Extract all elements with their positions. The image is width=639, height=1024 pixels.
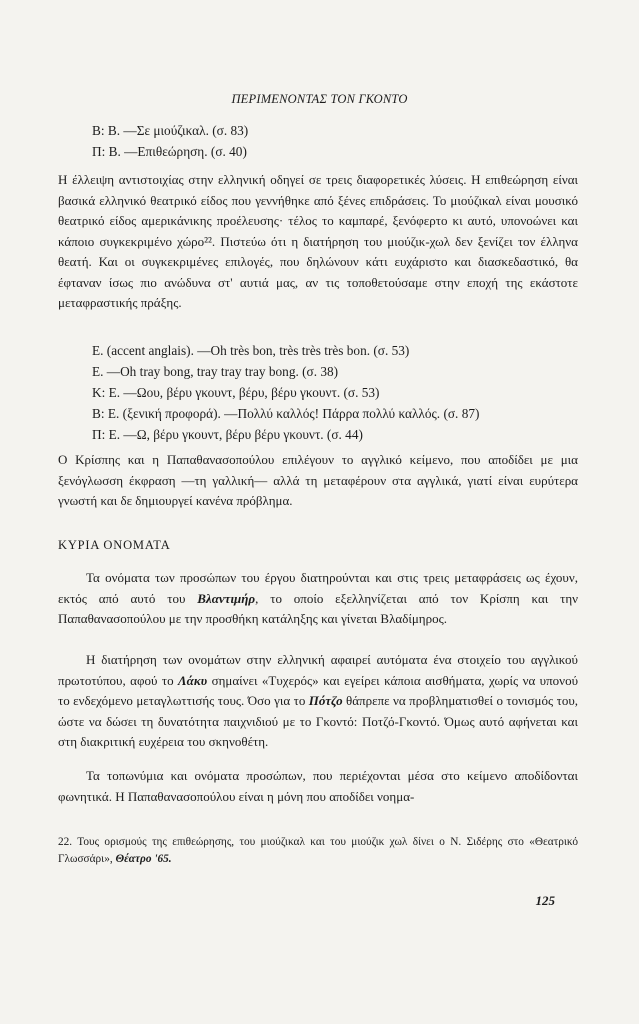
- paragraph-3: [58, 568, 578, 630]
- text-run: Η διατήρηση των ονομάτων στην ελληνική αφαιρεί αυτόματα ένα στοιχείο του αγγλικού πρωτοτύπου, αφού το: [58, 652, 578, 688]
- footnote-text: 22. Τους ορισμούς της επιθεώρησης, του μιούζικαλ και του μιούζικ χωλ δίνει ο Ν. Σιδέρης στο «Θεατρικό Γλωσσάρι»,: [58, 836, 578, 865]
- paragraph-4: [58, 650, 578, 753]
- text-run: , το οποίο εξελληνίζεται από τον Κρίσπη και την Παπαθανασοπούλου με την προσθήκη κατάληξης και γίνεται Βλαδίμηρος.: [58, 590, 579, 626]
- footnote: [58, 834, 578, 868]
- footnote-source: Θέατρο '65.: [115, 853, 172, 865]
- paragraph-5: [58, 766, 578, 807]
- paragraph-text: Ο Κρίσπης και η Παπαθανασοπούλου επιλέγουν το αγγλικό κείμενο, που αποδίδει με μια ξενόγλωσση έκφραση —τη γαλλική— αλλά τη μεταφέρουν στα αγγλικά, γιατί είναι ευρύτερα γνωστή και δε δημιουργεί κανένα πρόβλημα.: [58, 452, 578, 508]
- text-run: σημαίνει «Τυχερός» και εγείρει κάποια αισθήματα, χωρίς να υπονού το ενδεχόμενο μεταγλωττισής τους. Όσο για το: [58, 672, 578, 708]
- quote-line: Ε. —Oh tray bong, tray tray tray bong. (σ. 38): [92, 364, 339, 379]
- emphasis-name: Βλαντιμήρ: [197, 590, 256, 606]
- paragraph-text: [58, 568, 578, 630]
- quote-line: Β: Ε. (ξενική προφορά). —Πολλύ καλλός! Πάρρα πολλύ καλλός. (σ. 87): [92, 406, 480, 421]
- text-run: Τα ονόματα των προσώπων του έργου διατηρούνται και στις τρεις μεταφράσεις ως έχουν, εκτός από αυτό του: [58, 570, 578, 606]
- quote-line: Ε. (accent anglais). —Oh très bon, très très très bon. (σ. 53): [92, 343, 410, 358]
- paragraph-text: Τα τοπωνύμια και ονόματα προσώπων, που περιέχονται μέσα στο κείμενο αποδίδονται φωνητικά. Η Παπαθανασοπούλου είναι η μόνη που αποδίδει νοημα-: [58, 768, 578, 804]
- section-title: ΚΥΡΙΑ ΟΝΟΜΑΤΑ: [58, 538, 171, 552]
- page-number: 125: [535, 893, 555, 908]
- quote-block-2: [92, 340, 479, 445]
- emphasis-name: Πότζο: [308, 693, 343, 708]
- paragraph-text: Η έλλειψη αντιστοιχίας στην ελληνική οδηγεί σε τρεις διαφορετικές λύσεις. Η επιθεώρηση είναι βασικά ελληνικό θεατρικό είδος που γεννήθηκε από ξένες επιδράσεις. Το μιούζικαλ είναι μουσικό θεατρικό είδος αμερικάνικης προέλευσης· τέλος το καμπαρέ, ξενόφερτο κι αυτό, υπονοώνει και κάποιο συγκεκριμένο χώρο²². Πιστεύω ότι η διατήρηση του μιούζικ-χωλ δεν ξενίζει τον έλληνα θεατή. Και οι συγκεκριμένες επιλογές, που δηλώνουν κάτι ευχάριστο και διασκεδαστικό, θα έφταναν ίσως πιο ανώδυνα στ' αυτιά μας, αν τις τοποθετούσαμε στην εποχή της εκάστοτε μεταφραστικής πράξης.: [58, 172, 578, 310]
- running-head: ΠΕΡΙΜΕΝΟΝΤΑΣ ΤΟΝ ΓΚΟΝΤΟ: [231, 92, 408, 106]
- emphasis-name: Λάκυ: [178, 672, 208, 688]
- quote-line: Π: Ε. —Ω, βέρυ γκουντ, βέρυ βέρυ γκουντ. (σ. 44): [92, 427, 363, 442]
- paragraph-2: [58, 450, 578, 512]
- quote-line: Β: Β. —Σε μιούζικαλ. (σ. 83): [92, 123, 249, 138]
- text-run: θάπρεπε να προβληματισθεί ο τονισμός του, ώστε να δώσει τη δυνατότητα παιχνιδιού με το Γκοντό: Ποτζό-Γκοντό. Όμως αυτό αφήνεται και στη διακριτική ευχέρεια του σκηνοθέτη.: [58, 693, 579, 749]
- paragraph-1: [58, 170, 578, 314]
- quote-line: Π: Β. —Επιθεώρηση. (σ. 40): [92, 144, 247, 159]
- quote-block-1: [92, 120, 248, 162]
- paragraph-text: [58, 650, 578, 753]
- quote-line: Κ: Ε. —Ωου, βέρυ γκουντ, βέρυ, βέρυ γκουντ. (σ. 53): [92, 385, 380, 400]
